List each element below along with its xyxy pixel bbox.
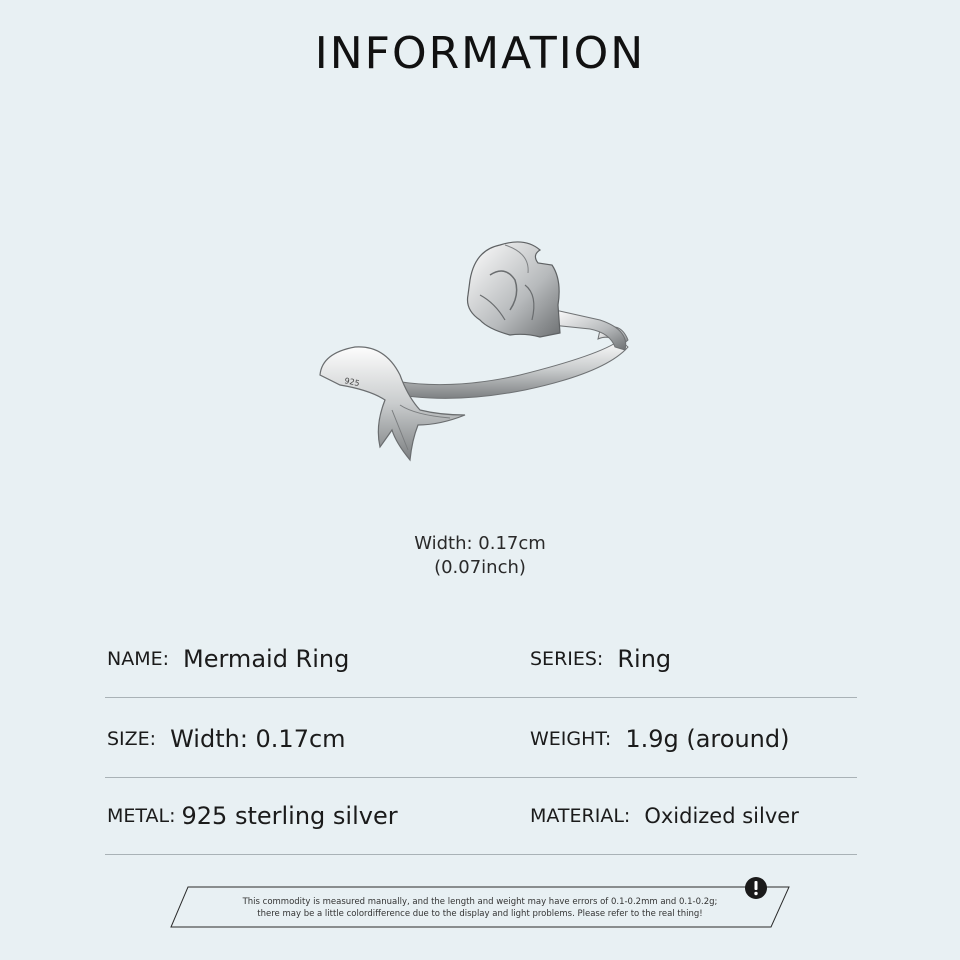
dimension-label bbox=[0, 532, 960, 580]
spec-name-label: NAME: bbox=[107, 648, 170, 670]
spec-name-value: Mermaid Ring bbox=[183, 645, 350, 673]
spec-material-label: MATERIAL: bbox=[530, 805, 631, 827]
spec-series bbox=[530, 620, 671, 698]
spec-metal-label: METAL: bbox=[107, 805, 176, 827]
spec-series-value: Ring bbox=[617, 645, 672, 673]
spec-size-label: SIZE: bbox=[107, 728, 157, 750]
spec-row-name-series bbox=[105, 620, 857, 698]
spec-size-value: Width: 0.17cm bbox=[170, 725, 346, 753]
spec-metal bbox=[107, 777, 398, 855]
spec-weight bbox=[530, 700, 789, 778]
spec-size bbox=[107, 700, 346, 778]
notice-line-1: This commodity is measured manually, and the length and weight may have errors of 0.1-0.2mm and 0.1-0.2g; bbox=[242, 897, 718, 907]
spec-weight-value: 1.9g (around) bbox=[625, 725, 790, 753]
mermaid-ring-image bbox=[300, 225, 660, 475]
spec-name bbox=[107, 620, 349, 698]
measurement-notice bbox=[170, 886, 790, 928]
notice-line-2: there may be a little colordifference due to the display and light problems. Please refer to the real thing! bbox=[257, 909, 703, 919]
exclamation-icon bbox=[744, 876, 768, 900]
spec-row-metal-material bbox=[105, 777, 857, 855]
spec-material-value: Oxidized silver bbox=[644, 804, 799, 828]
spec-series-label: SERIES: bbox=[530, 648, 604, 670]
spec-weight-label: WEIGHT: bbox=[530, 728, 612, 750]
ring-stamp: 925 bbox=[343, 376, 361, 389]
dimension-inch: (0.07inch) bbox=[434, 557, 526, 578]
page-title: INFORMATION bbox=[314, 28, 646, 79]
notice-text bbox=[200, 896, 760, 920]
spec-row-size-weight bbox=[105, 700, 857, 778]
spec-metal-value: 925 sterling silver bbox=[181, 802, 398, 830]
spec-material bbox=[530, 777, 799, 855]
dimension-width: Width: 0.17cm bbox=[414, 533, 546, 554]
